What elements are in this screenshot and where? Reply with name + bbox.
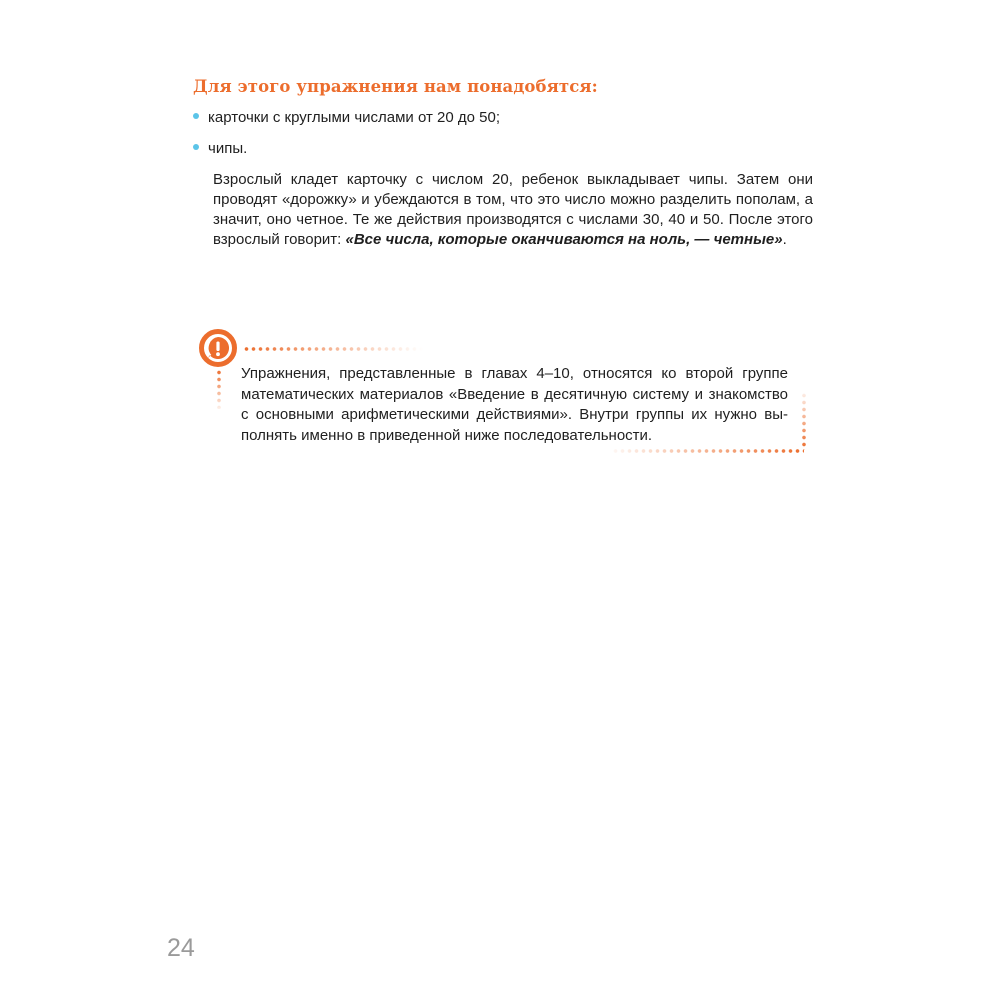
note-border-right: [801, 392, 807, 450]
list-item-text: чипы.: [208, 140, 248, 157]
instruction-paragraph: [213, 170, 813, 250]
exclamation-icon: [199, 329, 237, 367]
note-border-left: [216, 369, 222, 409]
note-border-top: [243, 346, 423, 352]
list-item: [193, 139, 500, 170]
bullet-icon: [193, 144, 199, 150]
paragraph-emphasis: «Все числа, которые оканчиваются на ноль, — четные»: [345, 231, 783, 248]
page-number: 24: [167, 934, 195, 962]
note-border-bottom: [612, 448, 804, 454]
paragraph-end: .: [782, 231, 787, 248]
list-item-text: карточки с круглыми числами от 20 до 50;: [208, 109, 500, 126]
paragraph-text: Взрослый кладет карточку с числом 20, ребенок выкладывает чипы. Затем они проводят «дорожку» и убеждаются в том, что это число можно разделить пополам, а значит, оно четное. Те же действия производятся с числами 30, 40 и 50. После этого взрослый говорит:: [213, 171, 813, 248]
section-heading: Для этого упражнения нам понадобятся:: [193, 77, 598, 96]
list-item: [193, 108, 500, 139]
note-text: Упражнения, представленные в главах 4–10, относятся ко второй группе математических материалов «Введение в десятичную систему и знакомство с основными арифметическими действиями». Внутри группы их нужно выполнять именно в приведенной ниже последовательности.: [241, 365, 788, 444]
bullet-icon: [193, 113, 199, 119]
materials-list: [193, 108, 500, 170]
